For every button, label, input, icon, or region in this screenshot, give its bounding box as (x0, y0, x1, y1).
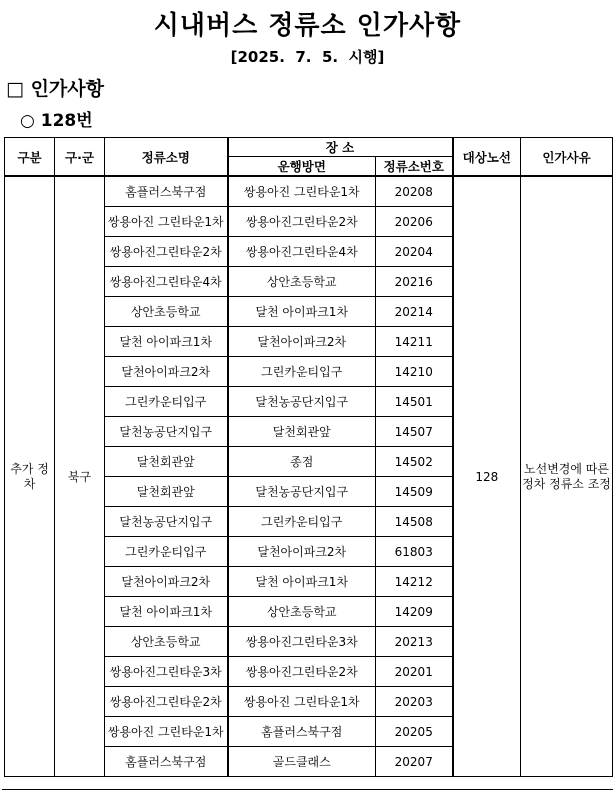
stop-number-cell: 20205 (376, 717, 453, 747)
direction-cell: 달천농공단지입구 (228, 477, 376, 507)
district-cell: 북구 (55, 176, 105, 777)
direction-cell: 달천아이파크2차 (228, 537, 376, 567)
direction-cell: 골드클래스 (228, 747, 376, 777)
bottom-rule (2, 789, 613, 790)
header-reason: 인가사유 (521, 138, 613, 177)
direction-cell: 상안초등학교 (228, 267, 376, 297)
stop-name-cell: 달천회관앞 (105, 477, 228, 507)
stop-name-cell: 쌍용아진 그린타운1차 (105, 717, 228, 747)
stop-number-cell: 14211 (376, 327, 453, 357)
stop-name-cell: 달천농공단지입구 (105, 507, 228, 537)
stop-number-cell: 20216 (376, 267, 453, 297)
header-stop-number: 정류소번호 (376, 157, 453, 177)
direction-cell: 쌍용아진 그린타운1차 (228, 687, 376, 717)
stop-number-cell: 20207 (376, 747, 453, 777)
stop-name-cell: 달천회관앞 (105, 447, 228, 477)
stop-number-cell: 14502 (376, 447, 453, 477)
direction-cell: 달천아이파크2차 (228, 327, 376, 357)
section-heading: □ 인가사항 (6, 78, 104, 100)
stop-approval-table (4, 137, 613, 777)
stop-name-cell: 달천 아이파크1차 (105, 327, 228, 357)
page-title: 시내버스 정류소 인가사항 (153, 11, 462, 41)
stop-number-cell: 20201 (376, 657, 453, 687)
target-route-cell: 128 (453, 176, 521, 777)
reason-cell: 노선변경에 따른 정차 정류소 조정 (521, 176, 613, 777)
stop-name-cell: 달천 아이파크1차 (105, 597, 228, 627)
header-place: 장 소 (228, 138, 453, 157)
stop-number-cell: 20204 (376, 237, 453, 267)
stop-number-cell: 14210 (376, 357, 453, 387)
direction-cell: 달천회관앞 (228, 417, 376, 447)
header-category: 구분 (5, 138, 55, 177)
category-cell: 추가 정차 (5, 176, 55, 777)
stop-name-cell: 달천아이파크2차 (105, 357, 228, 387)
stop-number-cell: 14501 (376, 387, 453, 417)
direction-cell: 달천농공단지입구 (228, 387, 376, 417)
stop-name-cell: 달천아이파크2차 (105, 567, 228, 597)
stop-name-cell: 그린카운티입구 (105, 387, 228, 417)
direction-cell: 종점 (228, 447, 376, 477)
direction-cell: 쌍용아진그린타운4차 (228, 237, 376, 267)
table-row (5, 176, 613, 207)
header-district: 구·군 (55, 138, 105, 177)
stop-number-cell: 14209 (376, 597, 453, 627)
direction-cell: 그린카운티입구 (228, 357, 376, 387)
stop-name-cell: 그린카운티입구 (105, 537, 228, 567)
stop-name-cell: 상안초등학교 (105, 297, 228, 327)
stop-number-cell: 20208 (376, 176, 453, 207)
stop-number-cell: 61803 (376, 537, 453, 567)
direction-cell: 홈플러스북구점 (228, 717, 376, 747)
stop-name-cell: 쌍용아진 그린타운1차 (105, 207, 228, 237)
stop-number-cell: 14507 (376, 417, 453, 447)
stop-number-cell: 20214 (376, 297, 453, 327)
header-stop-name: 정류소명 (105, 138, 228, 177)
stop-name-cell: 쌍용아진그린타운3차 (105, 657, 228, 687)
stop-number-cell: 20203 (376, 687, 453, 717)
direction-cell: 쌍용아진그린타운2차 (228, 207, 376, 237)
stop-name-cell: 홈플러스북구점 (105, 176, 228, 207)
direction-cell: 달천 아이파크1차 (228, 297, 376, 327)
stop-name-cell: 쌍용아진그린타운2차 (105, 237, 228, 267)
stop-name-cell: 홈플러스북구점 (105, 747, 228, 777)
direction-cell: 상안초등학교 (228, 597, 376, 627)
effective-date: [2025. 7. 5. 시행] (230, 48, 385, 66)
direction-cell: 그린카운티입구 (228, 507, 376, 537)
stop-number-cell: 14212 (376, 567, 453, 597)
stop-name-cell: 쌍용아진그린타운4차 (105, 267, 228, 297)
stop-number-cell: 14508 (376, 507, 453, 537)
stop-number-cell: 20206 (376, 207, 453, 237)
direction-cell: 달천 아이파크1차 (228, 567, 376, 597)
direction-cell: 쌍용아진 그린타운1차 (228, 176, 376, 207)
stop-number-cell: 20213 (376, 627, 453, 657)
stop-name-cell: 상안초등학교 (105, 627, 228, 657)
stop-number-cell: 14509 (376, 477, 453, 507)
header-target-route: 대상노선 (453, 138, 521, 177)
stop-name-cell: 달천농공단지입구 (105, 417, 228, 447)
direction-cell: 쌍용아진그린타운2차 (228, 657, 376, 687)
table-body (5, 176, 613, 777)
stop-name-cell: 쌍용아진그린타운2차 (105, 687, 228, 717)
header-direction: 운행방면 (228, 157, 376, 177)
direction-cell: 쌍용아진그린타운3차 (228, 627, 376, 657)
route-heading: ○ 128번 (20, 111, 93, 131)
